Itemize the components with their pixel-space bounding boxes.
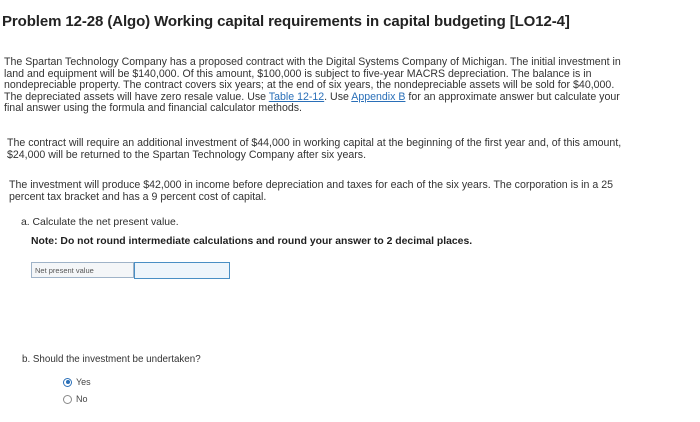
income-paragraph (9, 180, 613, 203)
table-12-12-link[interactable]: Table 12-12 (268, 90, 325, 103)
no-radio-button[interactable] (63, 395, 72, 404)
part-a-note: Note: Do not round intermediate calculations and round your answer to 2 decimal places. (31, 236, 473, 247)
appendix-b-link[interactable]: Appendix B (351, 90, 406, 103)
problem-title: Problem 12-28 (Algo) Working capital requirements in capital budgeting [LO12-4] (2, 13, 570, 30)
npv-input[interactable] (134, 262, 230, 279)
yes-radio-button[interactable] (63, 378, 72, 387)
option-no[interactable] (63, 394, 88, 404)
working-capital-line-2: $24,000 will be returned to the Spartan Technology Company after six years. (7, 148, 367, 161)
description-line-3: nondepreciable property. The contract covers six years; at the end of six years, the nondepreciable assets will be sold for $40,000. (4, 79, 615, 92)
problem-description (4, 57, 621, 115)
income-line-1: The investment will produce $42,000 in income before depreciation and taxes for each of the six years. The corporation is in a 25 (9, 179, 613, 191)
option-yes[interactable] (63, 377, 91, 387)
no-label[interactable]: No (76, 394, 88, 404)
description-line-2: land and equipment will be $140,000. Of this amount, $100,000 is subject to five-year MACRS depreciation. The balance is in (4, 67, 592, 80)
working-capital-line-1: The contract will require an additional investment of $44,000 in working capital at the beginning of the first year and, of this amount, (7, 137, 622, 149)
npv-label: Net present value (31, 262, 134, 278)
description-line-4-start: The depreciated assets will have zero resale value. Use (4, 90, 269, 103)
yes-label[interactable]: Yes (76, 377, 91, 387)
description-line-5: final answer using the formula and financial calculator methods. (4, 102, 302, 115)
income-line-2: percent tax bracket and has a 9 percent cost of capital. (9, 190, 267, 203)
part-a-question: a. Calculate the net present value. (21, 217, 179, 228)
description-line-4-middle: . Use (324, 90, 352, 103)
description-line-1: The Spartan Technology Company has a proposed contract with the Digital Systems Company of Michigan. The initial investment in (4, 56, 621, 68)
part-b-question: b. Should the investment be undertaken? (22, 354, 201, 365)
description-line-4-end: for an approximate answer but calculate your (405, 90, 620, 103)
working-capital-paragraph (7, 138, 621, 161)
